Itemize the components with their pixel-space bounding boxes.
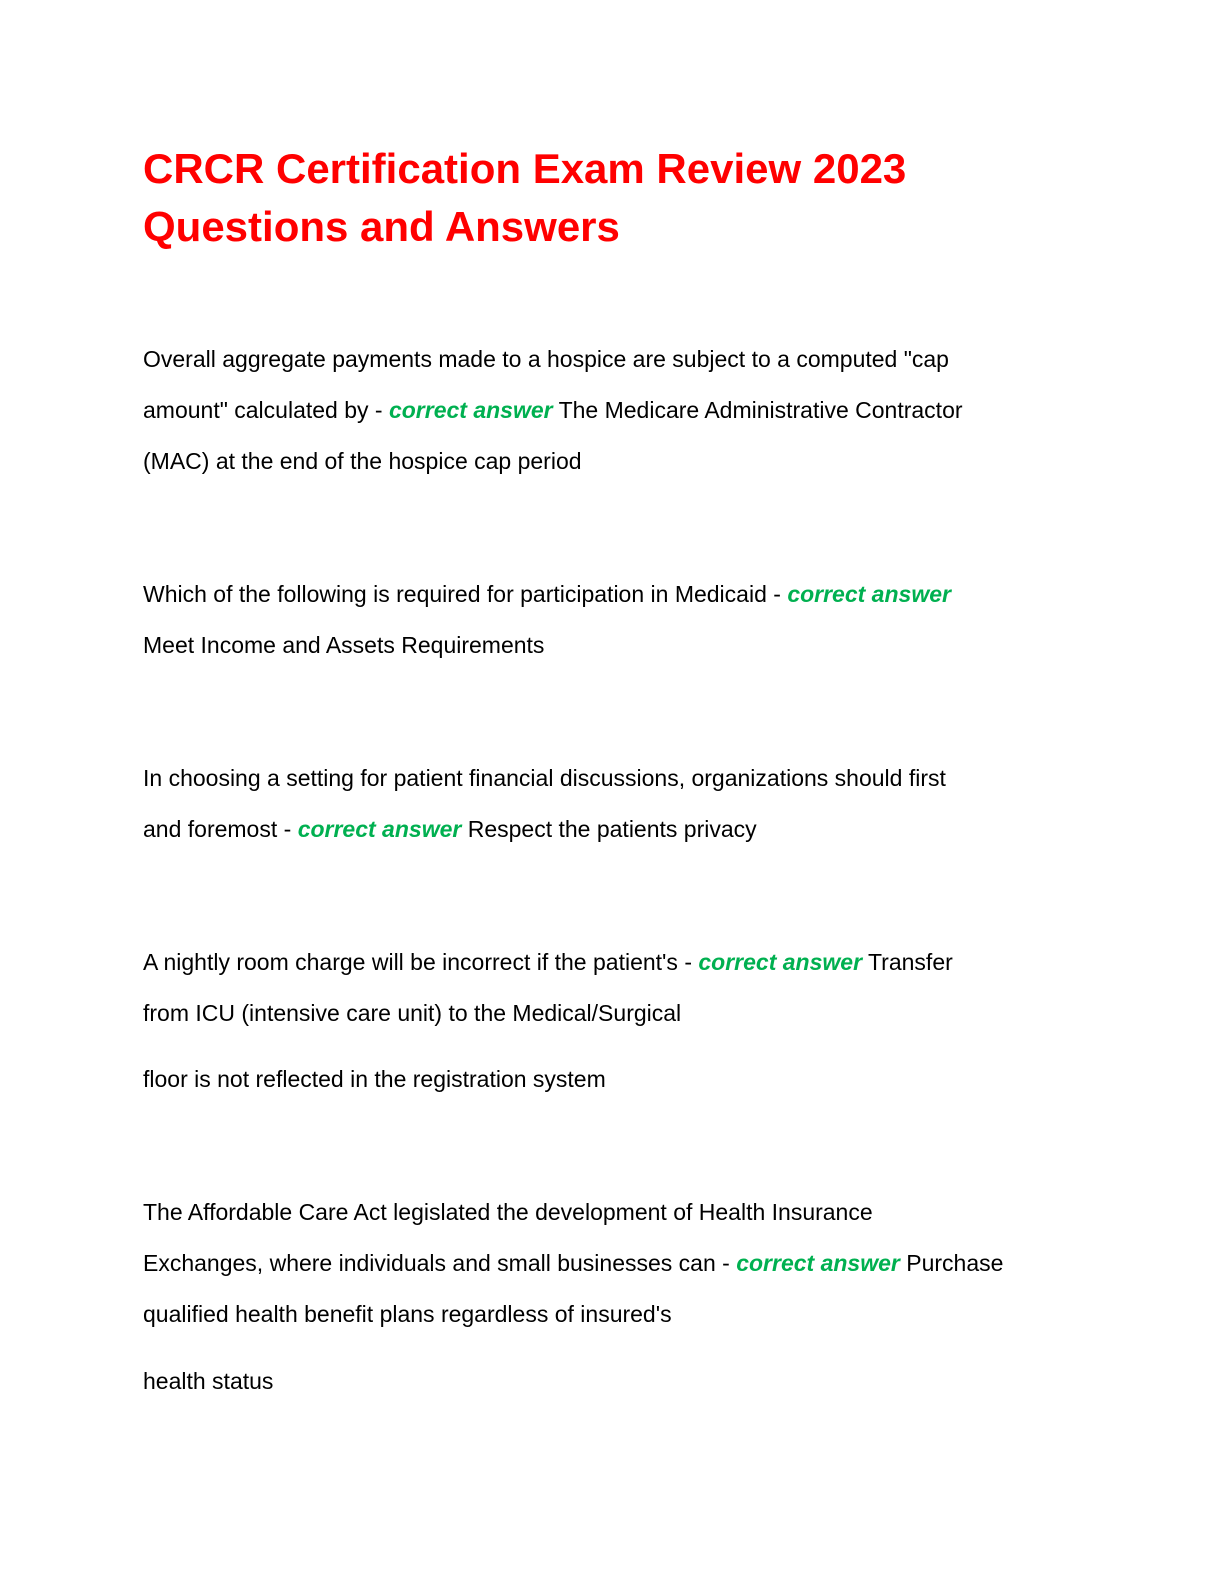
answer-text: from ICU (intensive care unit) to the Medical/Surgical bbox=[143, 1000, 682, 1026]
answer-text: Respect the patients privacy bbox=[461, 816, 757, 842]
qa-text: Which of the following is required for participation in Medicaid - bbox=[143, 581, 788, 607]
correct-answer-label: correct answer bbox=[297, 816, 462, 842]
qa-1-line-2 bbox=[143, 395, 1103, 425]
qa-text: Exchanges, where individuals and small businesses can - bbox=[143, 1250, 737, 1276]
qa-3-line-2 bbox=[143, 814, 1103, 844]
qa-4-line-3 bbox=[143, 1064, 1103, 1094]
qa-5-line-1 bbox=[143, 1197, 1103, 1227]
answer-text: The Medicare Administrative Contractor bbox=[552, 397, 963, 423]
title-line-1: CRCR Certification Exam Review 2023 bbox=[143, 145, 907, 192]
qa-text: amount" calculated by - bbox=[143, 397, 389, 423]
qa-text: The Affordable Care Act legislated the development of Health Insurance bbox=[143, 1199, 873, 1225]
qa-4-line-1 bbox=[143, 947, 1103, 977]
qa-2-line-1 bbox=[143, 579, 1103, 609]
document-title bbox=[143, 140, 1103, 256]
qa-text: and foremost - bbox=[143, 816, 298, 842]
correct-answer-label: correct answer bbox=[388, 397, 553, 423]
qa-1-line-1 bbox=[143, 344, 1103, 374]
qa-2-line-2 bbox=[143, 630, 1103, 660]
title-line-2: Questions and Answers bbox=[143, 203, 620, 250]
qa-5-line-3 bbox=[143, 1299, 1103, 1329]
correct-answer-label: correct answer bbox=[698, 949, 863, 975]
qa-5-line-2 bbox=[143, 1248, 1103, 1278]
answer-text: floor is not reflected in the registration system bbox=[143, 1066, 606, 1092]
qa-text: A nightly room charge will be incorrect if the patient's - bbox=[143, 949, 699, 975]
answer-text: qualified health benefit plans regardless of insured's bbox=[143, 1301, 672, 1327]
answer-text: Transfer bbox=[862, 949, 953, 975]
answer-text: Purchase bbox=[899, 1250, 1004, 1276]
correct-answer-label: correct answer bbox=[787, 581, 951, 607]
qa-1-line-3 bbox=[143, 446, 1103, 476]
answer-text: health status bbox=[143, 1368, 274, 1394]
answer-text: Meet Income and Assets Requirements bbox=[143, 632, 545, 658]
qa-4-line-2 bbox=[143, 998, 1103, 1028]
correct-answer-label: correct answer bbox=[736, 1250, 900, 1276]
qa-text: In choosing a setting for patient financial discussions, organizations should first bbox=[143, 765, 946, 791]
qa-text: Overall aggregate payments made to a hospice are subject to a computed "cap bbox=[143, 346, 949, 372]
answer-text: (MAC) at the end of the hospice cap period bbox=[143, 448, 582, 474]
qa-5-line-4 bbox=[143, 1366, 1103, 1396]
qa-3-line-1 bbox=[143, 763, 1103, 793]
